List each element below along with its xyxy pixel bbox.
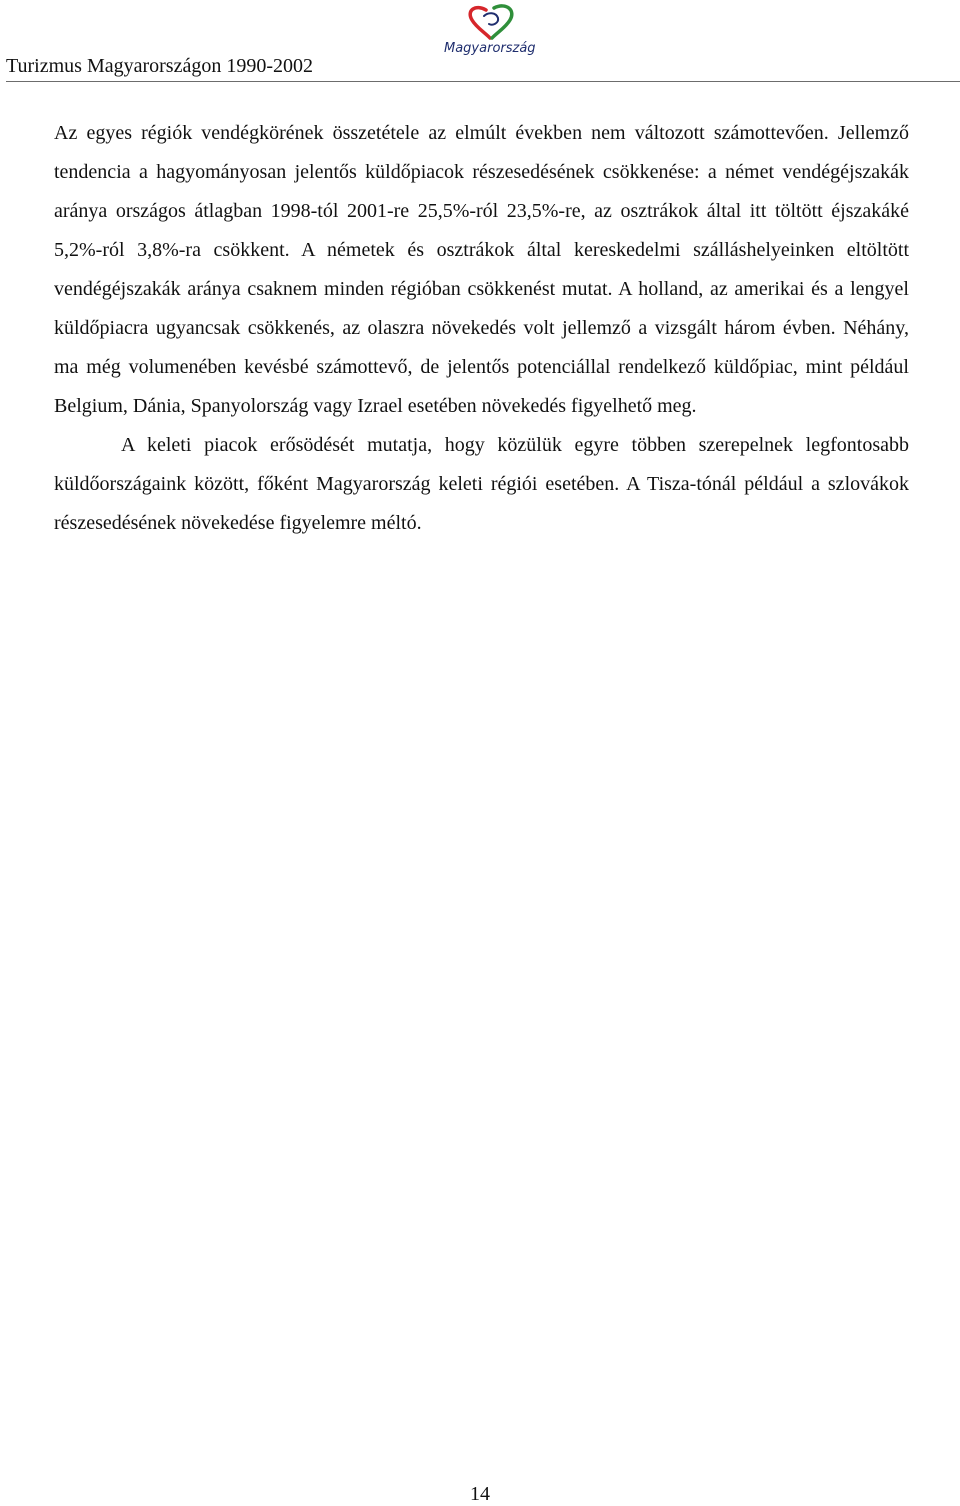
header-divider	[6, 81, 960, 82]
logo-green-stroke	[492, 6, 512, 38]
logo-red-stroke	[470, 8, 490, 38]
logo-wordmark: Magyarország	[444, 41, 536, 56]
main-body-text	[54, 114, 909, 543]
logo-navy-stroke	[484, 13, 498, 24]
magyarorszag-logo	[436, 2, 548, 60]
paragraph-2: A keleti piacok erősödését mutatja, hogy közülük egyre többen szerepelnek legfontosabb küldőországaink között, főként Magyarország keleti régiói esetében. A Tisza-tónál például a szlovákok részesedésének növekedése figyelemre méltó.	[54, 434, 909, 534]
page-number: 14	[470, 1483, 490, 1505]
page-header	[6, 0, 960, 80]
paragraph-1: Az egyes régiók vendégkörének összetétele az elmúlt években nem változott számottevően. Jellemző tendencia a hagyományosan jelentős küldőpiacok részesedésének csökkenése: a német vendégéjszakák aránya országos átlagban 1998-tól 2001-re 25,5%-ról 23,5%-re, az osztrákok által itt töltött éjszakáké 5,2%-ról 3,8%-ra csökkent. A németek és osztrákok által kereskedelmi szálláshelyeinken eltöltött vendégéjszakák aránya csaknem minden régióban csökkenést mutat. A holland, az amerikai és a lengyel küldőpiacra ugyancsak csökkenés, az olaszra növekedés volt jellemző a vizsgált három évben. Néhány, ma még volumenében kevésbé számottevő, de jelentős potenciállal rendelkező küldőpiac, mint például Belgium, Dánia, Spanyolország vagy Izrael esetében növekedés figyelhető meg.	[54, 122, 909, 417]
header-title: Turizmus Magyarországon 1990-2002	[6, 55, 314, 77]
logo-heart-icon	[436, 2, 548, 60]
